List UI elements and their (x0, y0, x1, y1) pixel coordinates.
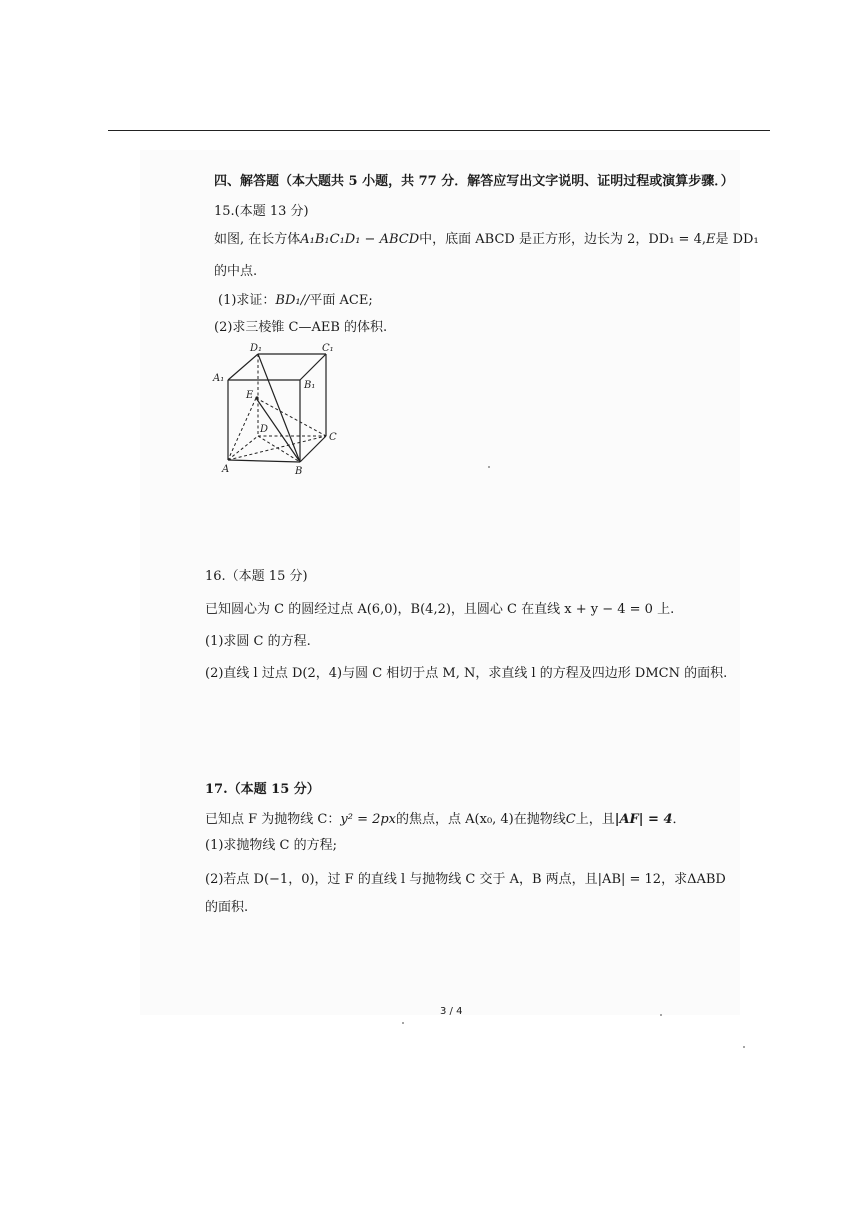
q16-part1: (1)求圆 C 的方程. (205, 634, 311, 649)
q16-header: 16.（本题 15 分) (205, 569, 308, 584)
q15-part1-post: 平面 ACE; (309, 293, 373, 308)
label-b1: B₁ (304, 380, 316, 391)
point-e (255, 396, 258, 399)
label-c1: C₁ (322, 343, 334, 354)
q17-part1: (1)求抛物线 C 的方程; (205, 838, 338, 853)
scan-speck (402, 1022, 404, 1024)
edge-a1-d1 (228, 354, 258, 380)
label-b: B (295, 466, 303, 477)
q17-stem-text-4: ． (672, 812, 686, 827)
label-a1: A₁ (213, 373, 225, 384)
q15-stem-text-3: 是 DD₁ (715, 232, 759, 247)
scan-speck (743, 1046, 745, 1048)
q17-stem-text-2: 的焦点，点 A(x₀, 4)在抛物线 (396, 812, 566, 827)
edge-d-b (258, 436, 300, 462)
q17-stem-c: C (565, 812, 576, 827)
q17-stem-math: y² = 2px (340, 812, 397, 827)
q15-stem-e: E (705, 232, 716, 247)
edge-b-c (300, 436, 326, 462)
q15-stem-math: A₁B₁C₁D₁ − ABCD (300, 232, 420, 247)
q16-part2: (2)直线 l 过点 D(2，4)与圆 C 相切于点 M, N，求直线 l 的方程及四边形 DMCN 的面积. (205, 666, 728, 681)
q17-stem-text-1: 已知点 F 为抛物线 C： (205, 812, 341, 827)
edge-b-d1 (258, 354, 300, 462)
q15-stem-text-1: 如图, 在长方体 (214, 232, 301, 247)
section-title: 四、解答题（本大题共 5 小题，共 77 分．解答应写出文字说明、证明过程或演算步骤．） (214, 174, 734, 189)
label-e: E (246, 390, 254, 401)
q15-part1-pre: (1)求证： (218, 293, 276, 308)
q17-stem (205, 812, 686, 828)
q15-stem (214, 232, 759, 248)
q15-part1 (218, 293, 373, 309)
q15-stem-cont: 的中点. (214, 264, 258, 279)
q15-stem-text-2: 中，底面 ABCD 是正方形，边长为 2，DD₁ = 4, (419, 232, 706, 247)
q17-part2: (2)若点 D(−1，0)，过 F 的直线 l 与抛物线 C 交于 A，B 两点，且|AB| = 12，求ΔABD (205, 872, 726, 887)
q15-header: 15.(本题 13 分) (214, 204, 309, 219)
scan-speck (660, 1014, 662, 1016)
q17-part2-cont: 的面积. (205, 900, 249, 915)
cuboid-diagram (208, 340, 350, 480)
page-number: 3 / 4 (440, 1006, 463, 1017)
q15-part1-math: BD₁// (275, 293, 310, 308)
cuboid-figure (208, 340, 350, 480)
edge-a-b (228, 460, 300, 462)
q17-stem-math2: |AF| = 4 (614, 812, 673, 827)
label-c: C (329, 432, 337, 443)
edge-e-a (228, 398, 256, 460)
header-rule (108, 130, 770, 131)
edge-b1-c1 (300, 354, 326, 380)
label-a: A (222, 464, 230, 475)
scan-speck (488, 466, 490, 468)
q15-part2: (2)求三棱锥 C—AEB 的体积. (214, 320, 388, 335)
q16-stem: 已知圆心为 C 的圆经过点 A(6,0)，B(4,2)，且圆心 C 在直线 x + y − 4 = 0 上. (205, 602, 675, 617)
q17-header: 17.（本题 15 分） (205, 782, 320, 797)
label-d: D (260, 424, 269, 435)
q17-stem-text-3: 上，且 (575, 812, 615, 827)
label-d1: D₁ (250, 343, 263, 354)
edge-a-d (228, 436, 258, 460)
